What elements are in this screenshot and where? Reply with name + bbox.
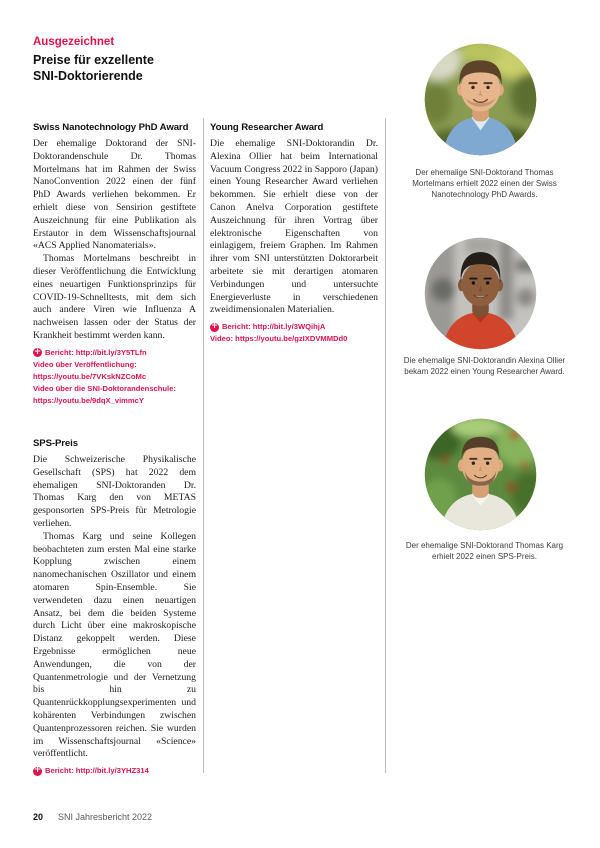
article-heading: SPS-Preis [33, 438, 78, 449]
article-paragraph: Die ehemalige SNI-Doktorandin Dr. Alexina Ollier hat beim International Vacuum Congress 2022 in Sapporo (Japan) einen Young Researcher Award verliehen bekommen. Sie erhielt diese von der Canon Anelva Corporation gestiftete Auszeichnung für ihren Vortrag über elektronische Eigenschaften von einlagigem, freiem Graphen. Im Rahmen ihrer vom SNI unterstützten Doktorarbeit arbeitete sie mit derartigen atomaren Verbindungen und untersuchte Energieverluste in verschiedenen zweidimensionalen Materialien. [210, 138, 378, 316]
plus-circle-icon [33, 348, 42, 357]
report-link[interactable] [33, 347, 196, 359]
article-paragraph: Der ehemalige Doktorand der SNI-Doktorandenschule Dr. Thomas Mortelmans hat im Rahmen der Swiss NanoConvention 2022 einen der fünf PhD Awards verliehen bekommen. Er erhielt diese von Sensirion gestiftete Auszeichnung für eine Publikation als Erstautor in dem Wissenschaftsjournal «ACS Applied Nanomaterials». [33, 138, 196, 252]
plus-circle-icon [33, 767, 42, 776]
kicker: Ausgezeichnet [33, 36, 115, 48]
portrait-illustration [424, 43, 537, 156]
link-text: Video: https://youtu.be/gzIXDVMMDd0 [210, 334, 348, 344]
column-divider [385, 118, 386, 773]
publication-name: SNI Jahresbericht 2022 [58, 812, 153, 822]
link-text: Bericht: http://bit.ly/3WQihjA [222, 322, 326, 332]
column-divider [203, 118, 204, 773]
link-text: Bericht: http://bit.ly/3YHZ314 [45, 766, 149, 776]
portrait-caption: Der ehemalige SNI-Doktorand Thomas Karg erhielt 2022 einen SPS-Preis. [405, 541, 564, 561]
portrait-photo-thomas-mortelmans [424, 43, 537, 156]
page-title-line-1: Preise für exzellente [33, 53, 154, 67]
article-heading: Swiss Nanotechnology PhD Award [33, 122, 189, 133]
portrait-illustration [424, 237, 537, 350]
article-young-researcher [210, 122, 378, 345]
link-text: Video über Veröffentlichung: [33, 359, 137, 369]
plus-circle-icon [210, 323, 219, 332]
article-links [33, 347, 196, 407]
article-links [210, 321, 378, 345]
article-links [33, 765, 196, 777]
report-link[interactable] [33, 765, 196, 777]
article-sps-preis [33, 438, 196, 777]
video-link-url[interactable] [33, 395, 196, 407]
page-number: 20 [33, 812, 44, 822]
portrait-caption: Der ehemalige SNI-Doktorand Thomas Mortelmans erhielt 2022 einen der Swiss Nanotechnology PhD Awards. [412, 168, 557, 199]
link-text: Bericht: http://bit.ly/3Y5TLfn [45, 347, 147, 357]
portrait-caption: Die ehemalige SNI-Doktorandin Alexina Ollier bekam 2022 einen Young Researcher Award. [403, 356, 566, 376]
link-text: Video über die SNI-Doktorandenschule: [33, 383, 176, 393]
report-link[interactable] [210, 321, 378, 333]
article-paragraph: Die Schweizerische Physikalische Gesellschaft (SPS) hat 2022 dem ehemaligen SNI-Doktoranden Dr. Thomas Karg den von METAS gesponsorten SPS-Preis für Metrologie verliehen. [33, 454, 196, 529]
article-paragraph: Thomas Mortelmans beschreibt in dieser Veröffentlichung die Entwicklung eines neuartigen Funktionsprinzips für COVID-19-Schnelltests, mit dem sich auch andere Viren wie Influenza A nachweisen lassen oder der Status der Krankheit bestimmt werden kann. [33, 253, 196, 341]
portrait-illustration [424, 418, 537, 531]
page-title-line-2: SNI-Doktorierende [33, 69, 143, 83]
video-link-label[interactable] [33, 359, 196, 371]
link-text: https://youtu.be/7VKskNZCoMc [33, 371, 147, 381]
portrait-photo-alexina-ollier [424, 237, 537, 350]
video-link-label[interactable] [33, 383, 196, 395]
page-footer [33, 812, 152, 822]
article-heading: Young Researcher Award [210, 122, 324, 133]
link-text: https://youtu.be/9dqX_vimmcY [33, 395, 144, 405]
video-link-url[interactable] [33, 371, 196, 383]
article-phd-award [33, 122, 196, 407]
article-paragraph: Thomas Karg und seine Kollegen beobachteten zum ersten Mal eine starke Kopplung zwischen einem nanomechanischen Oszillator und einem atomaren Spin-Ensemble. Sie verwendeten dazu einen neuartigen Ansatz, bei dem die beiden Systeme durch Licht über eine makroskopische Distanz gekoppelt werden. Diese Ergebnisse ermöglichen neue Anwendungen, die von der Quantenmetrologie und der Vernetzung bis hin zu Quantenrückkopplungsexperimenten und kohärenten Verbindungen zwischen Quantenprozessoren reichen. Sie wurden im Wissenschaftsjournal «Science» veröffentlicht. [33, 530, 196, 760]
video-link-url[interactable] [210, 333, 378, 345]
page-title [33, 52, 154, 84]
portrait-photo-thomas-karg [424, 418, 537, 531]
